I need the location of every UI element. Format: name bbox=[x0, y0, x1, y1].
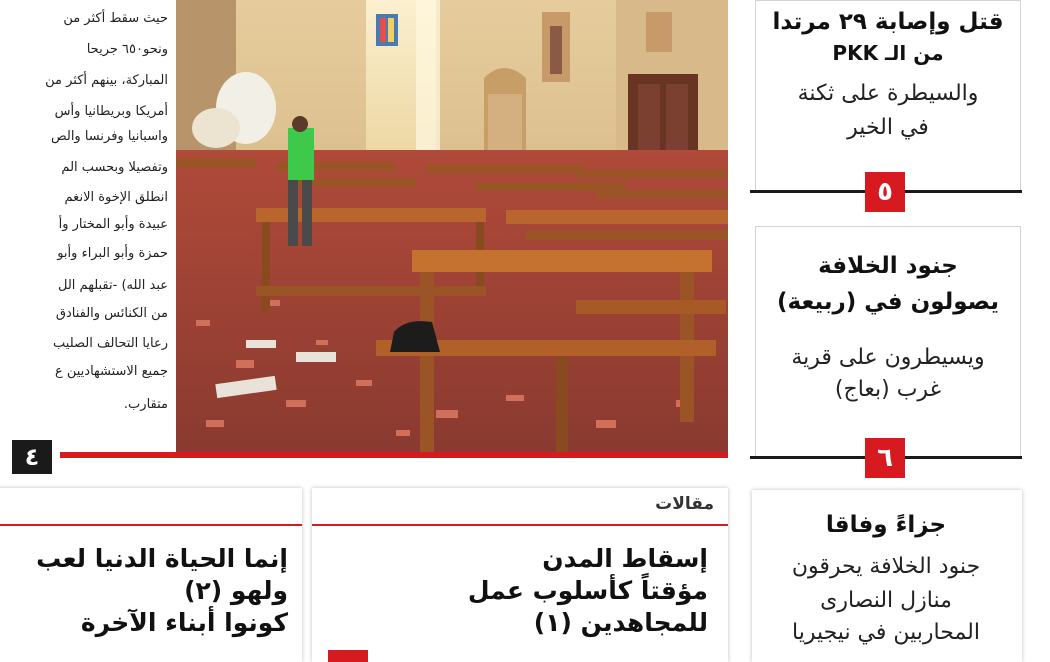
article-card-left[interactable] bbox=[0, 488, 302, 662]
article-4-number: ٤ bbox=[12, 440, 52, 474]
left-card-rule bbox=[0, 524, 302, 526]
left-article-title-1: إنما الحياة الدنيا لعب bbox=[36, 544, 288, 573]
article-4-text bbox=[0, 0, 168, 430]
middle-article-number-tab bbox=[328, 650, 368, 662]
item-5-title-2: من الـ PKK bbox=[832, 41, 944, 65]
left-article-title-2: ولهو (٢) bbox=[184, 576, 288, 605]
item-7-subtitle-3: المحاربين في نيجيريا bbox=[792, 620, 980, 645]
item-6-number: ٦ bbox=[865, 438, 905, 478]
article-card-middle[interactable] bbox=[312, 488, 728, 662]
sidebar-item-7[interactable] bbox=[752, 490, 1022, 662]
article-line: حيث سقط أكثر من bbox=[63, 11, 168, 26]
article-line: حمزة وأبو البراء وأبو bbox=[57, 246, 168, 261]
article-line: المباركة، بينهم أكثر من bbox=[45, 73, 168, 88]
sidebar-item-5[interactable] bbox=[755, 0, 1021, 190]
item-6-subtitle-1: ويسيطرون على قرية bbox=[791, 345, 985, 370]
item-5-subtitle-1: والسيطرة على ثكنة bbox=[797, 81, 979, 106]
article-line: من الكنائس والفنادق bbox=[55, 306, 168, 321]
item-6-subtitle-2: غرب (بعاج) bbox=[834, 377, 942, 402]
article-line: وتفصيلا وبحسب الم bbox=[61, 160, 168, 175]
article-line: عبد الله) -تقبلهم الل bbox=[58, 278, 168, 293]
article-line: جميع الاستشهاديين ع bbox=[54, 364, 168, 379]
sidebar-item-6[interactable] bbox=[755, 226, 1021, 458]
middle-article-title-2: مؤقتاً كأسلوب عمل bbox=[467, 576, 708, 605]
item-7-subtitle-1: جنود الخلافة يحرقون bbox=[791, 554, 981, 579]
article-line: رعايا التحالف الصليب bbox=[53, 336, 168, 351]
item-6-title-2: يصولون في (ربيعة) bbox=[777, 289, 999, 315]
left-article-title-3: كونوا أبناء الآخرة bbox=[80, 608, 288, 637]
item-5-number: ٥ bbox=[865, 172, 905, 212]
middle-article-title-3: للمجاهدين (١) bbox=[533, 608, 708, 637]
item-6-title-1: جنود الخلافة bbox=[818, 253, 958, 279]
item-5-title-1: قتل وإصابة ٢٩ مرتدا bbox=[772, 9, 1004, 35]
article-line: عبيدة وأبو المختار وأ bbox=[58, 217, 168, 232]
section-4-rule bbox=[60, 452, 728, 458]
item-7-title: جزاءً وفاقا bbox=[825, 512, 947, 538]
item-5-subtitle-2: في الخير bbox=[847, 115, 929, 140]
article-line: أمريكا وبريطانيا وأس bbox=[54, 104, 168, 119]
middle-article-title-1: إسقاط المدن bbox=[542, 544, 708, 573]
article-line: انطلق الإخوة الانغم bbox=[64, 190, 168, 205]
section-label-articles: مقالات bbox=[655, 494, 714, 514]
article-line: واسبانيا وفرنسا والص bbox=[50, 129, 168, 144]
article-line: ونحو٦٥٠ جريحا bbox=[86, 42, 168, 57]
section-label-rule bbox=[312, 524, 728, 526]
item-7-subtitle-2: منازل النصارى bbox=[820, 588, 952, 613]
church-interior-photo bbox=[176, 0, 728, 452]
article-line: متقارب. bbox=[123, 397, 168, 412]
